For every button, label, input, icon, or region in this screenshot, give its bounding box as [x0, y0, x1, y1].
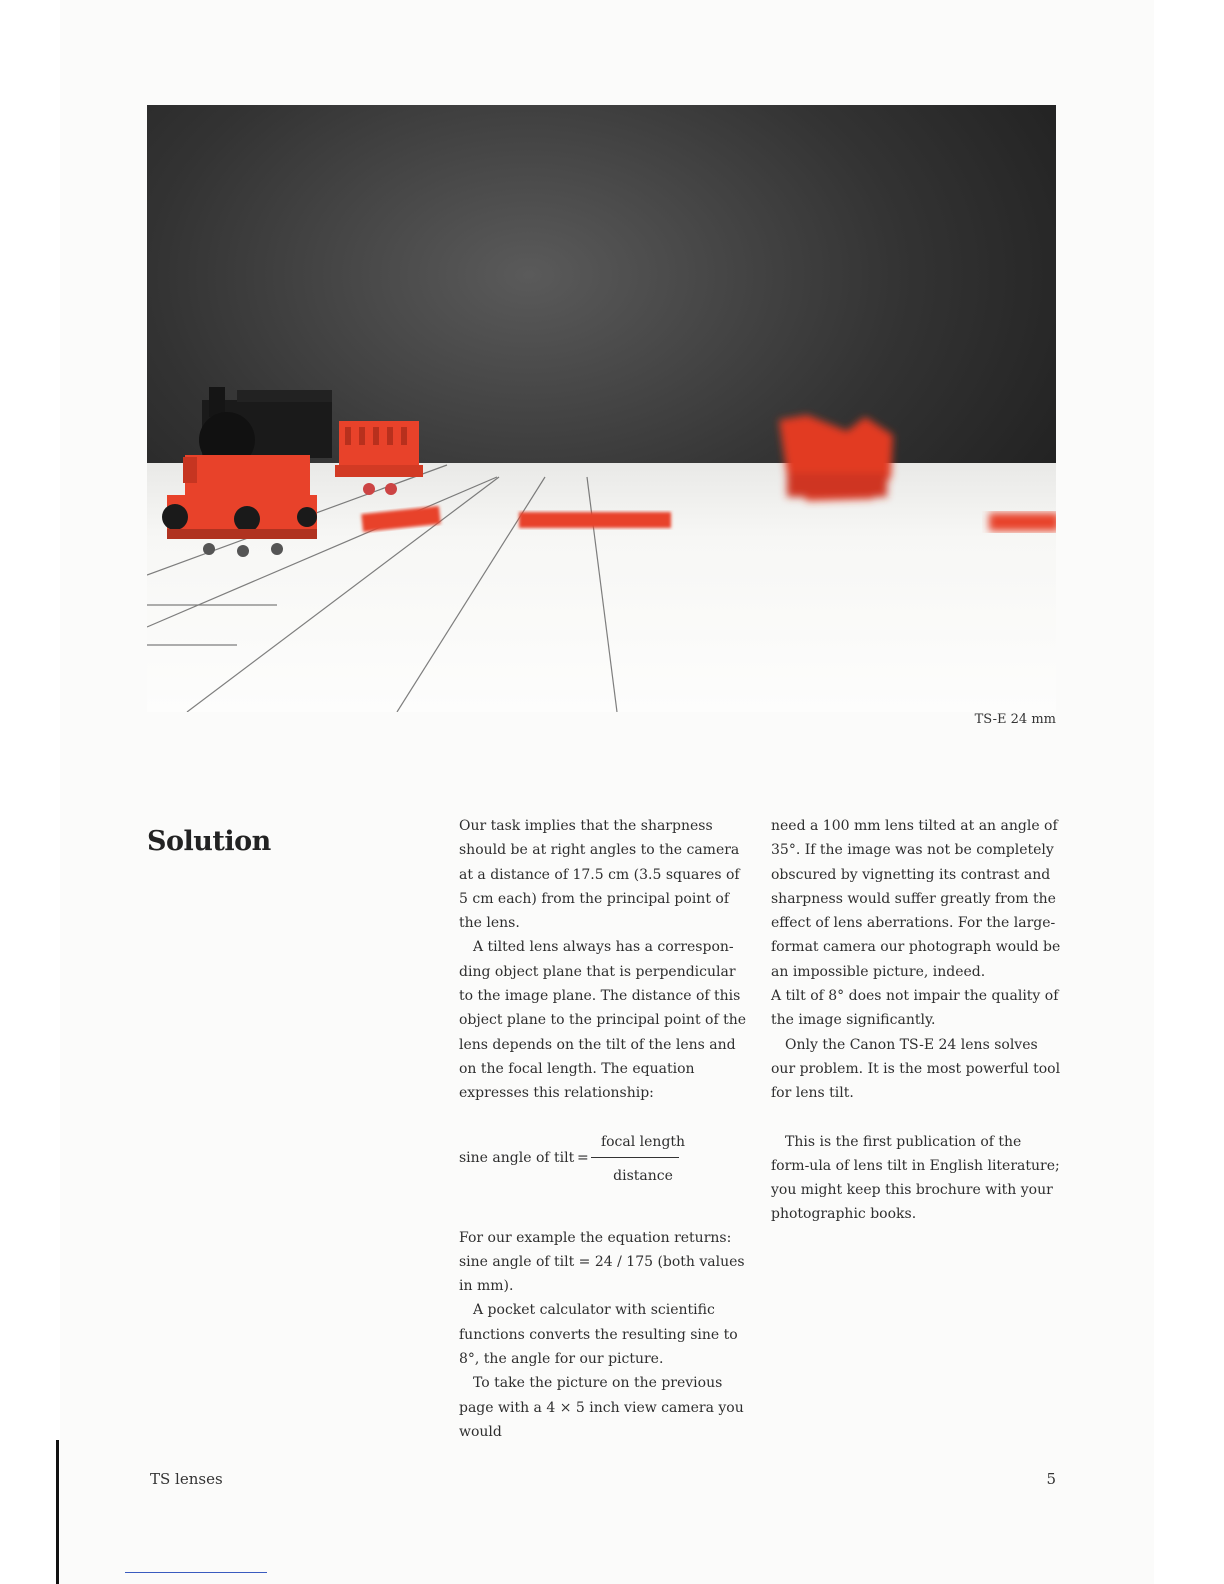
- formula-equals: =: [577, 1149, 589, 1166]
- scan-edge-line: [125, 1572, 267, 1573]
- paragraph: A pocket calculator with scientific functions converts the resulting sine to 8°, the angle for our picture.: [459, 1302, 738, 1368]
- text-column-right: [771, 814, 1061, 1227]
- formula-numerator: focal length: [600, 1133, 686, 1150]
- paragraph: This is the first publication of the form-ula of lens tilt in English literature; you might keep this brochure with your photographic books.: [771, 1133, 1060, 1223]
- paragraph: need a 100 mm lens tilted at an angle of 35°. If the image was not be completely obscured by vignetting its contrast and sharpness would suffer greatly from the effect of lens aberrations. For the large-format camera our photograph would be an impossible picture, indeed.: [771, 818, 1061, 980]
- red-block-3: [989, 513, 1056, 531]
- photo-caption: TS-E 24 mm: [974, 712, 1056, 727]
- page-number: 5: [1046, 1470, 1056, 1488]
- fraction-bar: [591, 1157, 679, 1158]
- blurred-red-toy: [779, 415, 893, 501]
- paragraph: Our task implies that the sharpness should be at right angles to the camera at a distance of 17.5 cm (3.5 squares of 5 cm each) from the principal point of the lens.: [459, 818, 740, 932]
- paragraph: A tilted lens always has a correspon-ding object plane that is perpendicular to the image plane. The distance of this object plane to the principal point of the lens depends on the tilt of the lens and on the focal length. The equation expresses this relationship:: [459, 939, 747, 1102]
- red-block-2: [519, 512, 671, 528]
- train-photo-illustration: [147, 105, 1056, 712]
- footer-title: TS lenses: [150, 1470, 223, 1488]
- text-column-left: [459, 814, 749, 1444]
- tilt-formula: [459, 1130, 749, 1198]
- section-heading: Solution: [147, 826, 271, 857]
- paragraph: Only the Canon TS-E 24 lens solves our problem. It is the most powerful tool for lens tilt.: [771, 1036, 1061, 1102]
- paragraph: A tilt of 8° does not impair the quality of the image significantly.: [771, 988, 1059, 1029]
- paragraph: To take the picture on the previous page with a 4 × 5 inch view camera you would: [459, 1375, 744, 1440]
- paragraph: For our example the equation returns: sine angle of tilt = 24 / 175 (both values in mm).: [459, 1229, 745, 1295]
- formula-lhs: sine angle of tilt: [459, 1149, 575, 1166]
- train-photo: [147, 105, 1056, 712]
- scan-edge-mark: [56, 1440, 59, 1584]
- formula-denominator: distance: [613, 1167, 673, 1184]
